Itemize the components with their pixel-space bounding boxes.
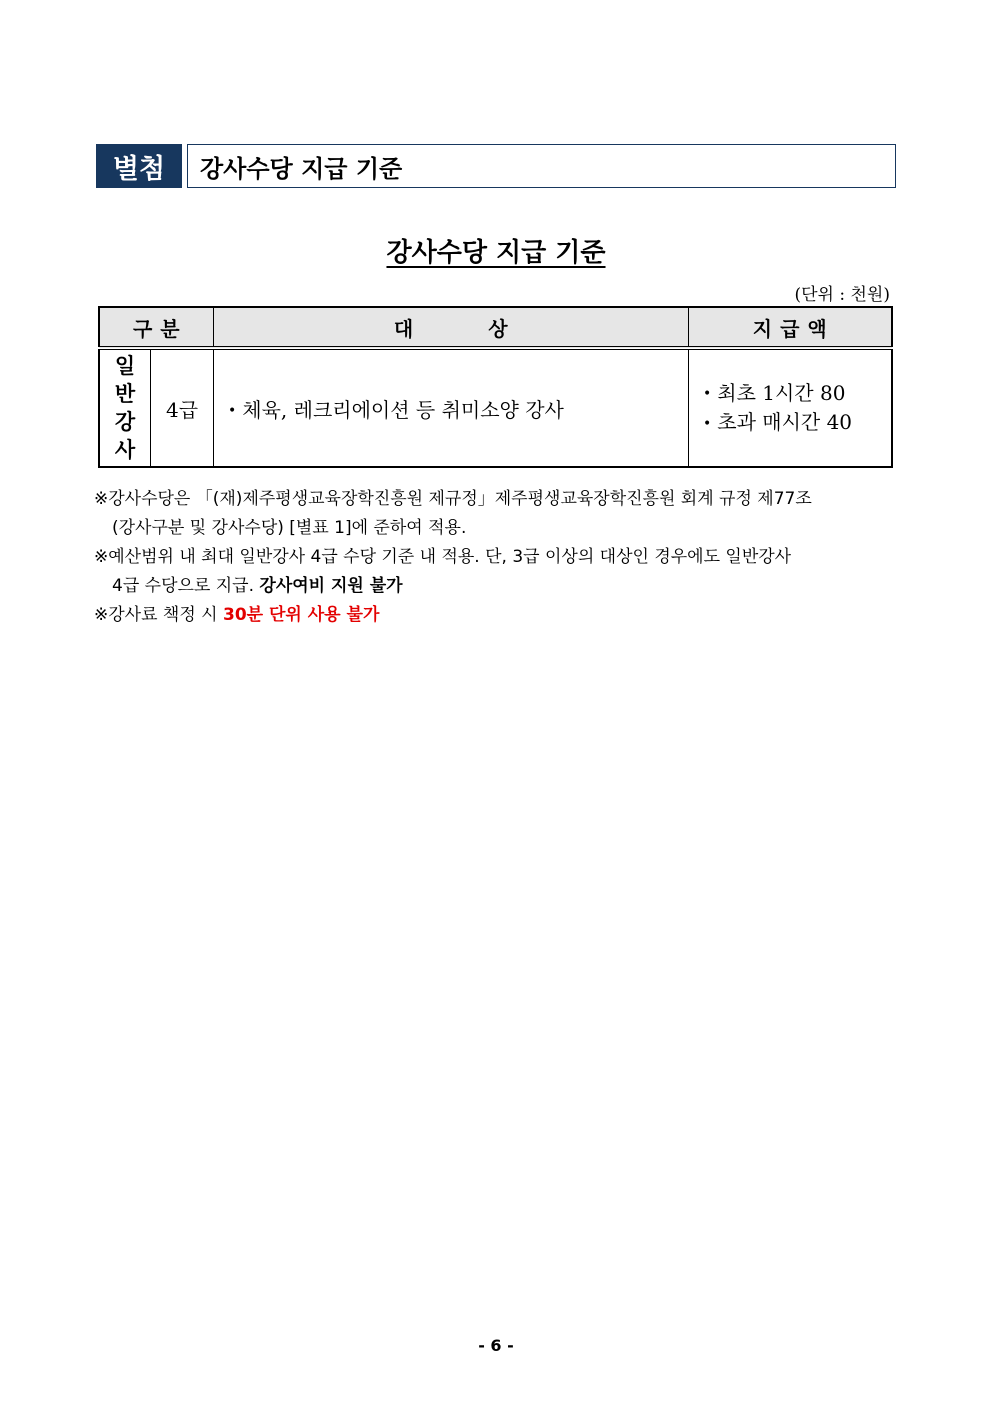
category-char: 일 <box>114 353 136 378</box>
bullet-icon: • <box>703 386 712 402</box>
table-row <box>99 348 892 467</box>
document-title-text: 강사수당 지급 기준 <box>386 238 606 268</box>
amount-extra: 초과 매시간 40 <box>717 410 853 434</box>
page-number: - 6 - <box>478 1336 514 1355</box>
annex-title: 강사수당 지급 기준 <box>187 144 896 188</box>
note-3 <box>94 601 898 630</box>
note-text-line <box>94 572 898 601</box>
notes-section <box>94 485 898 630</box>
header-target: 대 상 <box>214 307 689 348</box>
category-cell <box>99 348 151 467</box>
note-emphasis: 강사여비 지원 불가 <box>259 576 403 596</box>
note-text: ※강사수당은 「(재)제주평생교육장학진흥원 제규정」제주평생교육장학진흥원 회계 규정 제77조 <box>94 489 812 509</box>
note-text: 4급 수당으로 지급. <box>112 576 254 596</box>
note-text: ※강사료 책정 시 <box>94 605 218 625</box>
bullet-icon: • <box>228 403 237 419</box>
note-1 <box>94 485 898 543</box>
table-header-row <box>99 307 892 348</box>
document-title <box>0 232 992 269</box>
amount-line <box>703 408 890 438</box>
category-char: 사 <box>114 437 136 462</box>
amount-cell <box>689 348 893 467</box>
note-2 <box>94 543 898 601</box>
header-amount: 지 급 액 <box>689 307 893 348</box>
note-warning: 30분 단위 사용 불가 <box>223 605 380 625</box>
target-text: 체육, 레크리에이션 등 취미소양 강사 <box>242 397 564 422</box>
annex-header <box>96 144 896 188</box>
category-char: 반 <box>114 381 136 406</box>
target-cell <box>214 348 689 467</box>
note-text-line <box>94 601 898 630</box>
unit-label: (단위 : 천원) <box>794 285 890 305</box>
note-text: ※예산범위 내 최대 일반강사 4급 수당 기준 내 적용. 단, 3급 이상의 대상인 경우에도 일반강사 <box>94 547 792 567</box>
annex-badge: 별첨 <box>96 144 182 188</box>
note-text: (강사구분 및 강사수당) [별표 1]에 준하여 적용. <box>112 518 467 538</box>
grade-cell: 4급 <box>151 348 214 467</box>
bullet-icon: • <box>703 415 712 432</box>
category-char: 강 <box>114 409 136 434</box>
amount-first: 최초 1시간 80 <box>717 380 846 405</box>
allowance-table <box>98 306 893 468</box>
header-category: 구 분 <box>99 307 214 348</box>
amount-line <box>703 379 890 409</box>
